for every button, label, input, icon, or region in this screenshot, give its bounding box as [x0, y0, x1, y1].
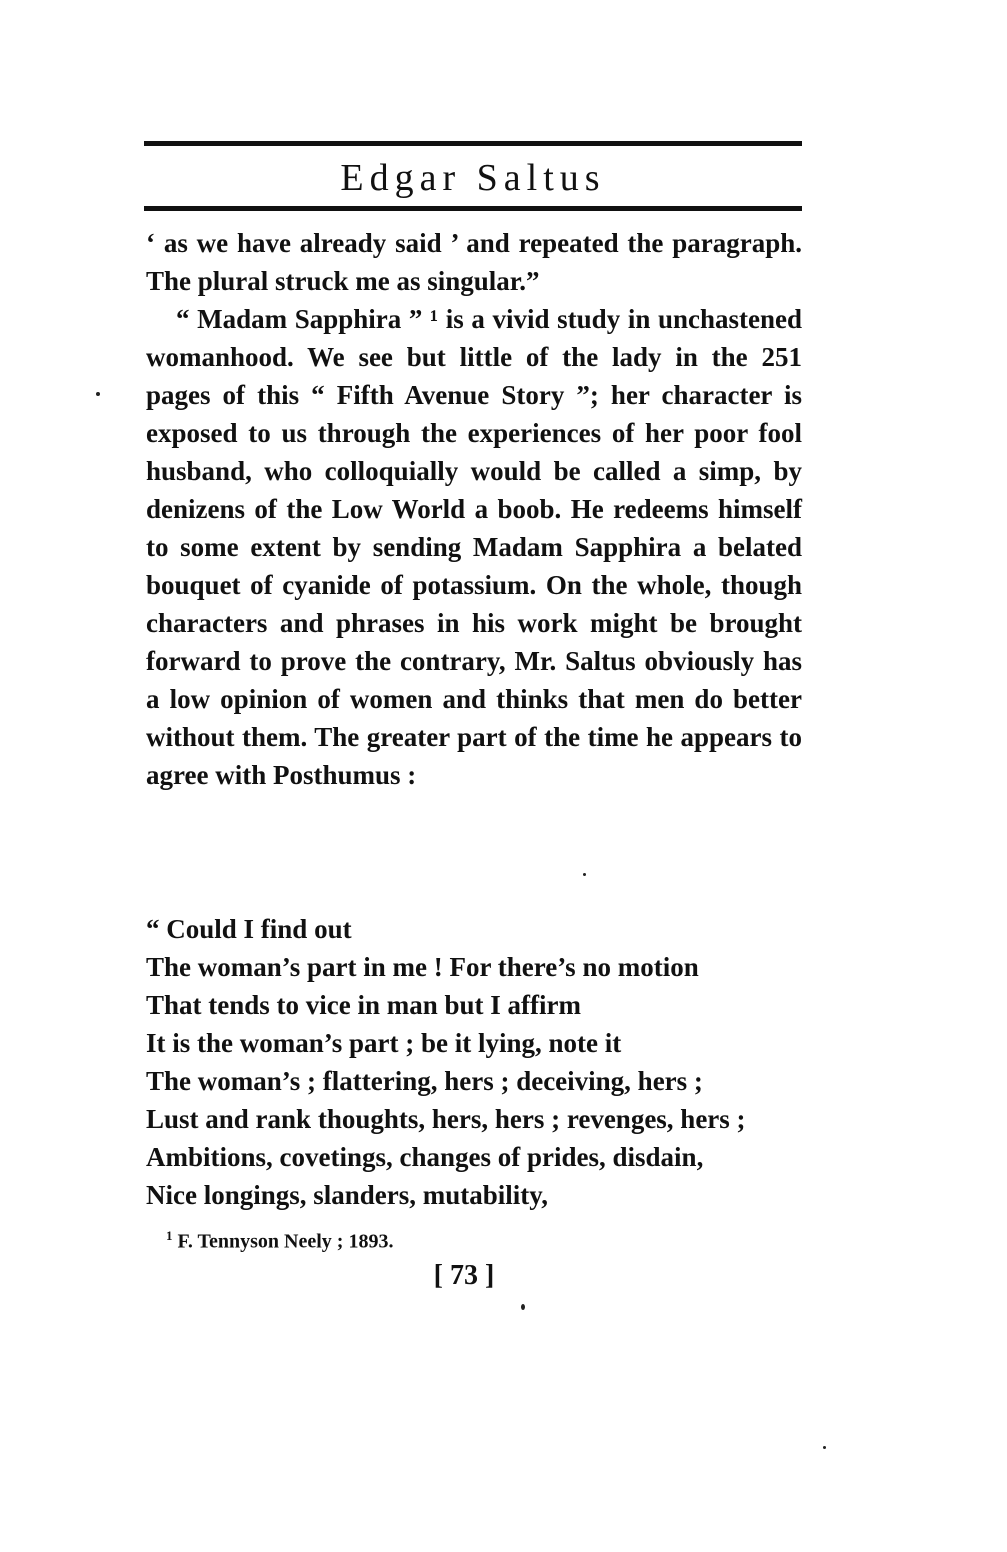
verse-line: Lust and rank thoughts, hers, hers ; revenges, hers ; — [146, 1104, 746, 1134]
ink-speck — [521, 1304, 525, 1310]
verse-line: “ Could I find out — [146, 914, 352, 944]
running-head: Edgar Saltus — [340, 157, 606, 199]
paragraph-continuation: ‘ as we have already said ’ and repeated the paragraph. The plural struck me as singular.” — [146, 228, 802, 296]
paragraph-madam-sapphira: “ Madam Sapphira ” ¹ is a vivid study in unchastened womanhood. We see but little of the lady in the 251 pages of this “ Fifth Avenue Story ”; her character is exposed to us through the experiences of her poor fool husband, who colloquially would be called a simp, by denizens of the Low World a boob. He redeems himself to some extent by sending Madam Sapphira a belated bouquet of cyanide of potassium. On the whole, though characters and phrases in his work might be brought forward to prove the contrary, Mr. Saltus obviously has a low opinion of women and thinks that men do better without them. The greater part of the time he appears to agree with Posthumus : — [146, 304, 802, 790]
body-text — [146, 224, 802, 794]
ink-speck — [583, 873, 586, 876]
verse-line: The woman’s part in me ! For there’s no motion — [146, 952, 699, 982]
verse-line: Ambitions, covetings, changes of prides, disdain, — [146, 1142, 704, 1172]
page-number: [ 73 ] — [433, 1260, 495, 1291]
verse-quotation — [146, 910, 816, 1214]
verse-line: That tends to vice in man but I affirm — [146, 990, 582, 1020]
header-rule-top — [144, 141, 802, 146]
footnote — [166, 1222, 393, 1256]
ink-speck — [96, 392, 100, 396]
header-rule-bottom — [144, 206, 802, 211]
verse-line: It is the woman’s part ; be it lying, note it — [146, 1028, 622, 1058]
verse-line: Nice longings, slanders, mutability, — [146, 1180, 549, 1210]
verse-line: The woman’s ; flattering, hers ; deceiving, hers ; — [146, 1066, 703, 1096]
footnote-text: F. Tennyson Neely ; 1893. — [177, 1230, 394, 1253]
ink-speck — [823, 1446, 826, 1449]
footnote-marker: 1 — [166, 1228, 173, 1243]
